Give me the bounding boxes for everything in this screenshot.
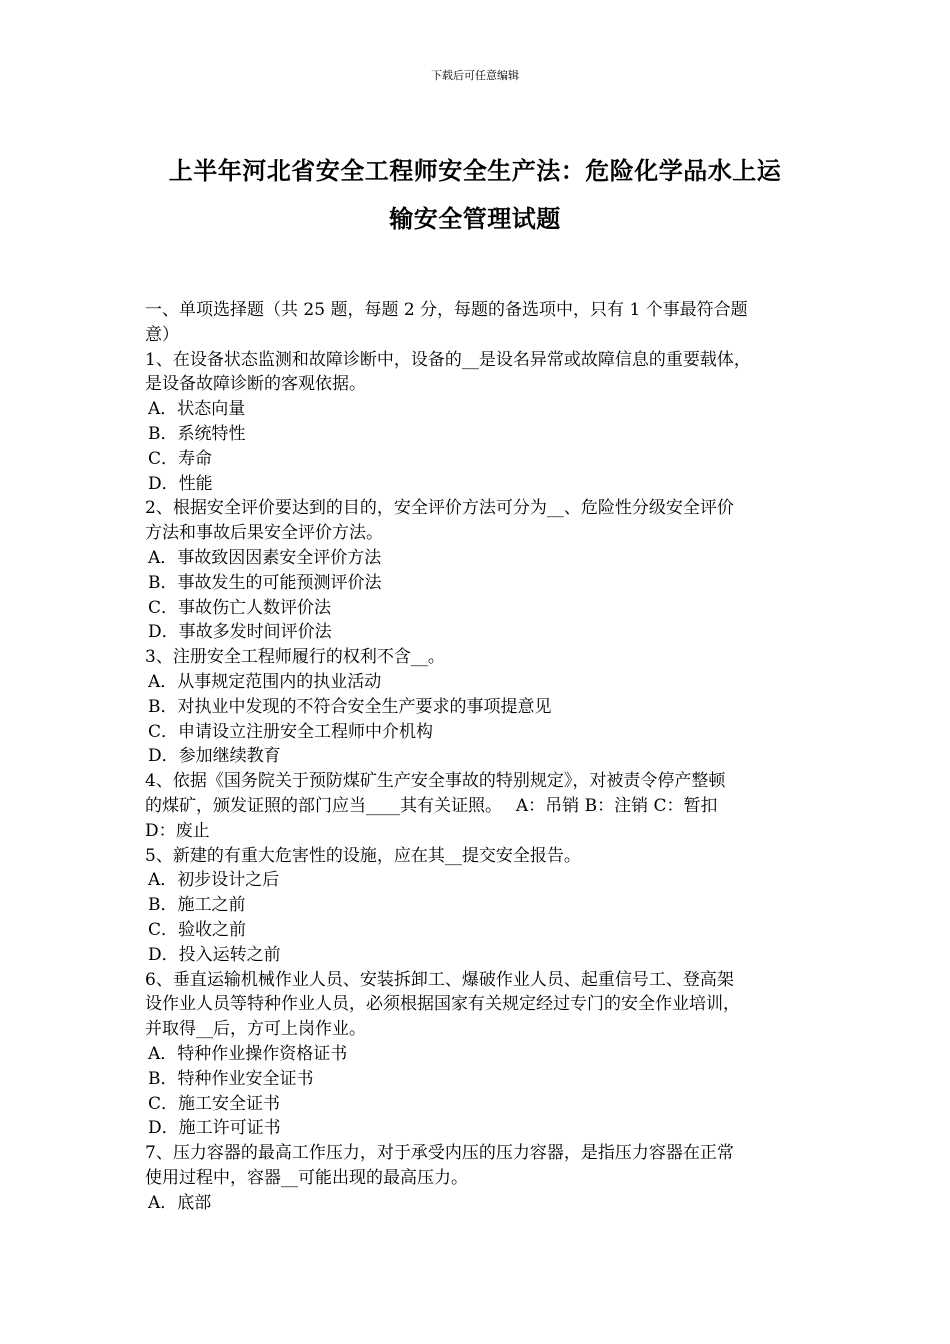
question-text-line: 2、根据安全评价要达到的目的，安全评价方法可分为__、危险性分级安全评价: [145, 498, 734, 519]
answer-option: A．从事规定范围内的执业活动: [148, 671, 382, 692]
answer-option: C．申请设立注册安全工程师中介机构: [148, 721, 434, 742]
answer-option: B．系统特性: [148, 423, 246, 444]
answer-option: C．施工安全证书: [148, 1093, 281, 1114]
answer-option: D．投入运转之前: [148, 944, 281, 965]
question-body: [145, 298, 820, 1215]
question-text-line: 方法和事故后果安全评价方法。: [145, 523, 383, 544]
answer-option: B．事故发生的可能预测评价法: [148, 572, 382, 593]
answer-option: D．性能: [148, 473, 213, 494]
answer-option: A．状态向量: [148, 399, 246, 420]
question-text-line: 5、新建的有重大危害性的设施，应在其__提交安全报告。: [145, 845, 581, 866]
answer-option: B．对执业中发现的不符合安全生产要求的事项提意见: [148, 696, 552, 717]
page-header: 下载后可任意编辑: [431, 69, 519, 82]
question-text-line: D：废止: [145, 820, 210, 841]
question-text-line: 7、压力容器的最高工作压力，对于承受内压的压力容器，是指压力容器在正常: [145, 1143, 734, 1164]
answer-option: A．事故致因因素安全评价方法: [148, 547, 382, 568]
question-text-line: 1、在设备状态监测和故障诊断中，设备的__是设名异常或故障信息的重要载体，: [145, 349, 751, 370]
title-line-2: 输安全管理试题: [389, 204, 561, 233]
question-text-line: 6、垂直运输机械作业人员、安装拆卸工、爆破作业人员、起重信号工、登高架: [145, 969, 734, 990]
answer-option: D．施工许可证书: [148, 1118, 281, 1139]
question-text-line: 设作业人员等特种作业人员，必须根据国家有关规定经过专门的安全作业培训，: [145, 994, 740, 1015]
answer-option: D．事故多发时间评价法: [148, 622, 332, 643]
answer-option: C．寿命: [148, 448, 213, 469]
answer-option: D．参加继续教育: [148, 746, 281, 767]
answer-option: C．验收之前: [148, 919, 247, 940]
document-title: [100, 150, 850, 246]
question-text-line: 使用过程中，容器__可能出现的最高压力。: [145, 1167, 468, 1188]
question-text-line: 意）: [145, 324, 179, 345]
question-text-line: 3、注册安全工程师履行的权利不含__。: [145, 647, 445, 668]
answer-option: C．事故伤亡人数评价法: [148, 597, 332, 618]
question-text-line: 并取得__后，方可上岗作业。: [145, 1019, 366, 1040]
answer-option: A．初步设计之后: [148, 870, 280, 891]
question-text-line: 一、单项选择题（共 25 题，每题 2 分，每题的备选项中，只有 1 个事最符合题: [145, 300, 748, 320]
answer-option: B．特种作业安全证书: [148, 1068, 314, 1089]
title-line-1: 上半年河北省安全工程师安全生产法：危险化学品水上运: [168, 156, 782, 185]
question-text-line: 的煤矿，颁发证照的部门应当____其有关证照。 A：吊销 B：注销 C：暂扣: [145, 795, 718, 816]
answer-option: B．施工之前: [148, 895, 246, 916]
question-text-line: 是设备故障诊断的客观依据。: [145, 374, 366, 395]
answer-option: A．底部: [148, 1192, 212, 1213]
question-text-line: 4、依据《国务院关于预防煤矿生产安全事故的特别规定》，对被责令停产整顿: [145, 771, 726, 792]
answer-option: A．特种作业操作资格证书: [148, 1043, 348, 1064]
